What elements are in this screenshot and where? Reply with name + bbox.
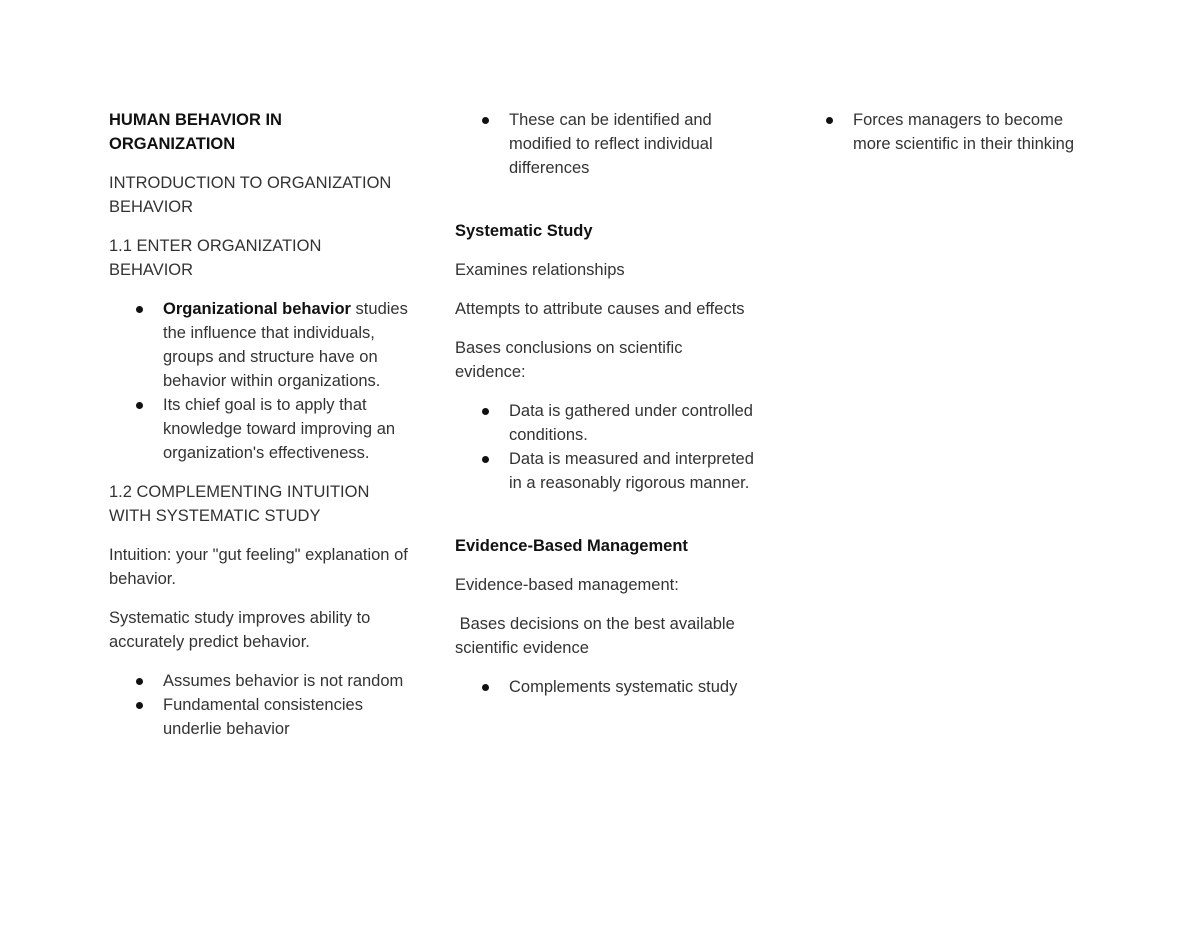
list-item xyxy=(799,108,1099,156)
bullet-icon xyxy=(826,117,833,124)
bullet-icon xyxy=(136,702,143,709)
bullet-icon xyxy=(482,684,489,691)
systematic-study-p3: Bases conclusions on scientific evidence: xyxy=(455,339,683,381)
systematic-study-text: Systematic study improves ability to accurately predict behavior. xyxy=(109,609,371,651)
ob-definition: studies the influence that individuals, groups and structure have on behavior within organizations. xyxy=(163,300,408,390)
ob-term: Organizational behavior xyxy=(163,300,351,318)
list-item xyxy=(455,108,755,180)
column-1 xyxy=(109,108,409,756)
spacer xyxy=(455,510,755,534)
list-item-text: Forces managers to become more scientific in their thinking xyxy=(853,111,1075,153)
column-3 xyxy=(799,108,1099,171)
ob-bullet-list xyxy=(109,297,409,465)
list-item xyxy=(109,693,409,741)
bullet-icon xyxy=(136,306,143,313)
ob-goal: Its chief goal is to apply that knowledge toward improving an organization's effectiveness. xyxy=(163,396,396,462)
list-item xyxy=(109,393,409,465)
list-item xyxy=(455,675,755,699)
column-2 xyxy=(455,108,755,714)
systematic-study-heading: Systematic Study xyxy=(455,222,593,240)
bullet-icon xyxy=(136,678,143,685)
list-item-text: Assumes behavior is not random xyxy=(163,672,404,690)
bullet-icon xyxy=(482,408,489,415)
ebm-bullet-list xyxy=(455,675,755,699)
spacer xyxy=(455,195,755,219)
list-item-text: Data is measured and interpreted in a reasonably rigorous manner. xyxy=(509,450,754,492)
ebm-p1: Evidence-based management: xyxy=(455,576,679,594)
list-item xyxy=(109,297,409,393)
document-title: HUMAN BEHAVIOR IN ORGANIZATION xyxy=(109,111,282,153)
bullet-icon xyxy=(136,402,143,409)
data-bullet-list xyxy=(455,399,755,495)
section-1-1-heading: 1.1 ENTER ORGANIZATION BEHAVIOR xyxy=(109,237,322,279)
differences-bullet-list xyxy=(455,108,755,180)
systematic-study-p2: Attempts to attribute causes and effects xyxy=(455,300,745,318)
bullet-icon xyxy=(482,117,489,124)
introduction-heading: INTRODUCTION TO ORGANIZATION BEHAVIOR xyxy=(109,174,392,216)
section-1-2-heading: 1.2 COMPLEMENTING INTUITION WITH SYSTEMATIC STUDY xyxy=(109,483,370,525)
list-item-text: Fundamental consistencies underlie behavior xyxy=(163,696,363,738)
systematic-study-p1: Examines relationships xyxy=(455,261,625,279)
list-item xyxy=(455,447,755,495)
scientific-bullet-list xyxy=(799,108,1099,156)
list-item xyxy=(455,399,755,447)
list-item-text: Data is gathered under controlled conditions. xyxy=(509,402,753,444)
behavior-bullet-list xyxy=(109,669,409,741)
bullet-icon xyxy=(482,456,489,463)
list-item xyxy=(109,669,409,693)
list-item-text: These can be identified and modified to reflect individual differences xyxy=(509,111,713,177)
intuition-text: Intuition: your "gut feeling" explanation of behavior. xyxy=(109,546,408,588)
ebm-p2: Bases decisions on the best available scientific evidence xyxy=(455,615,740,657)
list-item-text: Complements systematic study xyxy=(509,678,738,696)
ebm-heading: Evidence-Based Management xyxy=(455,537,688,555)
